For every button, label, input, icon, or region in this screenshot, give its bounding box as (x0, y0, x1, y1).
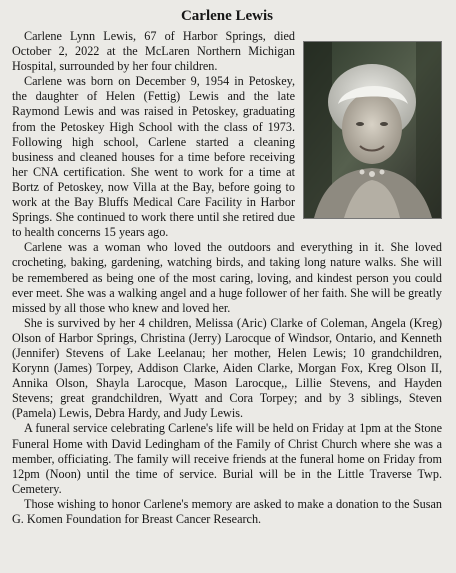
portrait-image (304, 42, 441, 218)
paragraph-survivors: She is survived by her 4 children, Melissa (Aric) Clarke of Coleman, Angela (Kreg) Olson of Harbor Springs, Christina (Jerry) Larocque of Windsor, Ontario, and Kenneth (Jennifer) Stevens of Lake Leelanau; her mother, Helen Lewis; 10 grandchildren, Korynn (James) Torpey, Addison Clarke, Aiden Clarke, Morgan Fox, Kreg Olson II, Annika Olson, Shayla Larocque, Mason Larocque,, Lillie Stevens, and Hayden Stevens; great grandchildren, Wyatt and Cora Torpey; and by 3 siblings, Steven (Pamela) Lewis, Debra Hardy, and Judy Lewis. (12, 315, 442, 421)
portrait-photo (303, 41, 442, 219)
paragraph-biography: Carlene was born on December 9, 1954 in Petoskey, the daughter of Helen (Fettig) Lewis and the late Raymond Lewis and was raised in Petoskey, graduating from the Petoskey High School with the class of 1973. Following high school, Carlene started a cleaning business and cleaned houses for a time before receiving her CNA certification. She went to work for a time at Bortz of Petoskey, now Villa at the Bay, before going to work at the Bay Bluffs Medical Care Facility in Harbor Springs. She continued to work there until she retired due to health concerns 15 years ago. (12, 74, 295, 240)
obituary-title: Carlene Lewis (180, 8, 274, 24)
paragraph-service: A funeral service celebrating Carlene's life will be held on Friday at 1pm at the Stone Funeral Home with David Ledingham of the Family of Christ Church where she was a member, officiating. The family will receive friends at the funeral home on Friday from 12pm (Noon) until the time of service. Burial will be in the Little Traverse Twp. Cemetery. (12, 421, 442, 496)
paragraph-memorial: Those wishing to honor Carlene's memory are asked to make a donation to the Susan G. Komen Foundation for Breast Cancer Research. (12, 496, 442, 526)
paragraph-personality: Carlene was a woman who loved the outdoors and everything in it. She loved crocheting, baking, gardening, watching birds, and taking long nature walks. She will be remembered as being one of the most caring, loving, and kindest person you could ever meet. She was a walking angel and a huge follower of her faith. She will be greatly missed by all those who knew and loved her. (12, 240, 442, 315)
paragraph-intro: Carlene Lynn Lewis, 67 of Harbor Springs, died October 2, 2022 at the McLaren Northern Michigan Hospital, surrounded by her four children. (12, 29, 295, 74)
